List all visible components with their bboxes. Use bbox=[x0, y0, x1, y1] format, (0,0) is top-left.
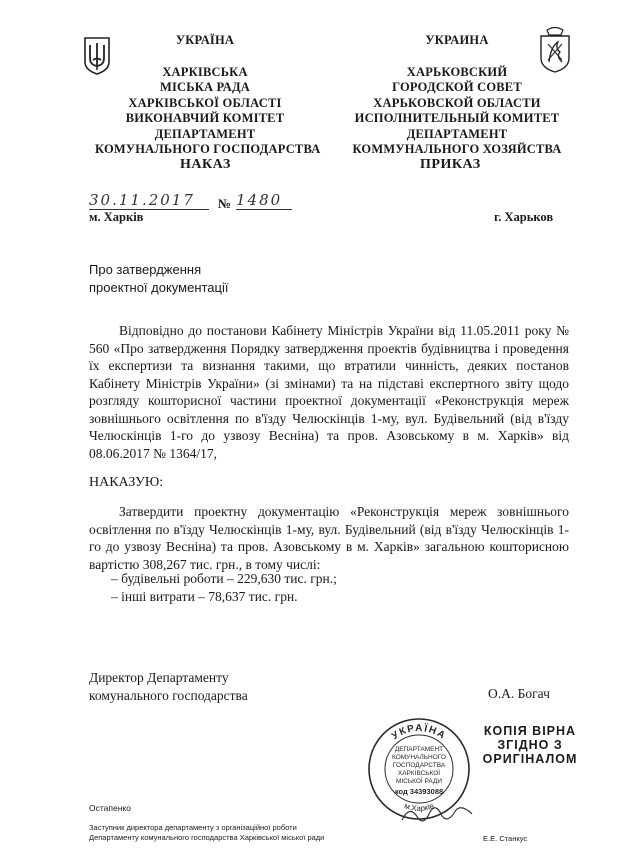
copy-certification-stamp bbox=[480, 724, 580, 766]
list-item: – інші витрати – 78,637 тис. грн. bbox=[111, 589, 298, 604]
signature-title-line: комунального господарства bbox=[89, 688, 248, 703]
seal-line: ХАРКІВСЬКОЇ bbox=[397, 770, 441, 777]
city-ru: г. Харьков bbox=[494, 210, 554, 224]
footer-note bbox=[89, 823, 419, 843]
preamble: Відповідно до постанови Кабінету Міністрів України від 11.05.2011 року № 560 «Про затвердження Порядку затвердження проектів будівництва і проведення їх експертизи та визнання такими, що втратили чинність, деяких постанов Кабінету Міністрів України» (зі змінами) та на підставі експертного звіту щодо розгляду кошторисної частини проектної документації «Реконструкція мереж зовнішнього освітлення по в'їзду Челюскінців 1-му, вул. Будівельний (від в'їзду Челюскінців 1-го до узвозу Весніна) та пров. Азовському в м. Харків» від 08.06.2017 № 1364/17, bbox=[89, 323, 569, 461]
order-title-ru: ПРИКАЗ bbox=[420, 157, 481, 172]
signature-title-line: Директор Департаменту bbox=[89, 670, 229, 685]
list-item: – будівельні роботи – 229,630 тис. грн.; bbox=[111, 571, 337, 586]
footer-signatory: Е.Е. Станкус bbox=[483, 834, 528, 843]
order-text: Затвердити проектну документацію «Реконструкція мереж зовнішнього освітлення по в'їзду Челюскінців 1-му, вул. Будівельний (від в'їзду Челюскінців 1-го до узвозу Весніна) та пров. Азовському в м. Харків» загальною кошторисною вартістю 308,267 тис. грн., в тому числі: bbox=[89, 504, 569, 572]
right-header-line: ХАРЬКОВСКИЙ bbox=[406, 64, 508, 79]
executor-name: Остапенко bbox=[89, 803, 131, 813]
signature-title bbox=[89, 669, 248, 705]
footer-line: Заступник директора департаменту з організаційної роботи bbox=[89, 823, 297, 832]
seal-line: МІСЬКОЇ РАДИ bbox=[395, 778, 443, 785]
seal-line: ГОСПОДАРСТВА bbox=[392, 762, 446, 769]
left-header-line: ХАРКІВСЬКОЇ ОБЛАСТІ bbox=[128, 95, 282, 110]
seal-bottom-text: м.Харків bbox=[402, 801, 436, 814]
left-header-line: КОМУНАЛЬНОГО ГОСПОДАРСТВА bbox=[95, 142, 321, 156]
footer-line: Департаменту комунального господарства Харківської міської ради bbox=[89, 833, 325, 842]
order-heading: НАКАЗУЮ: bbox=[89, 475, 164, 490]
order-title-ua: НАКАЗ bbox=[180, 157, 231, 172]
city-ua: м. Харків bbox=[89, 210, 144, 224]
right-header-line: ХАРЬКОВСКОЙ ОБЛАСТИ bbox=[373, 95, 541, 110]
right-header-line: ГОРОДСКОЙ СОВЕТ bbox=[392, 80, 522, 94]
number-label: № bbox=[218, 196, 232, 211]
subject-line: Про затвердження bbox=[89, 262, 202, 277]
order-date: 30.11.2017 bbox=[89, 191, 209, 210]
right-header bbox=[352, 33, 562, 158]
seal-line: КОМУНАЛЬНОГО bbox=[392, 754, 446, 761]
cost-list bbox=[89, 570, 569, 606]
copy-stamp-line: ЗГІДНО З bbox=[497, 738, 563, 752]
subject bbox=[89, 261, 228, 297]
left-header-line: ХАРКІВСЬКА bbox=[162, 64, 248, 79]
svg-text:УКРАЇНА bbox=[390, 721, 448, 742]
seal-code: код 34393088 bbox=[394, 787, 444, 796]
right-header-line: КОММУНАЛЬНОГО ХОЗЯЙСТВА bbox=[352, 142, 562, 156]
subject-line: проектної документації bbox=[89, 280, 229, 295]
left-header bbox=[95, 33, 321, 158]
signatory-name: О.А. Богач bbox=[488, 686, 550, 701]
seal-top-text: УКРАЇНА bbox=[389, 722, 449, 743]
order-number: 1480 bbox=[236, 191, 292, 210]
copy-stamp-line: ОРИГІНАЛОМ bbox=[482, 752, 578, 766]
right-header-line: ИСПОЛНИТЕЛЬНЫЙ КОМИТЕТ bbox=[354, 111, 560, 125]
left-header-line: ДЕПАРТАМЕНТ bbox=[154, 126, 256, 141]
right-header-line: ДЕПАРТАМЕНТ bbox=[406, 126, 508, 141]
left-header-line: ВИКОНАВЧИЙ КОМІТЕТ bbox=[125, 111, 285, 125]
right-header-country: УКРАИНА bbox=[425, 33, 489, 47]
seal-line: ДЕПАРТАМЕНТ bbox=[394, 746, 444, 753]
copy-stamp-line: КОПІЯ ВІРНА bbox=[483, 724, 577, 738]
left-header-country: УКРАЇНА bbox=[175, 33, 235, 47]
left-header-line: МІСЬКА РАДА bbox=[159, 80, 251, 94]
